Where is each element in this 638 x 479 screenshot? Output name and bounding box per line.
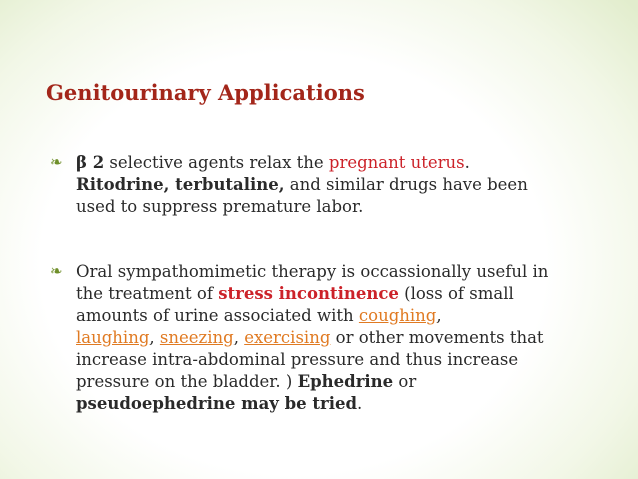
bullet-text: β 2 selective agents relax the pregnant uterus. Ritodrine, terbutaline, and similar drugs have been used to suppress premature labor. — [76, 153, 528, 216]
bullet-item-beta2 — [50, 152, 550, 218]
bullet-icon: ❧ — [50, 262, 63, 280]
exercising-link[interactable]: exercising — [244, 328, 331, 347]
slide-title: Genitourinary Applications — [46, 80, 365, 105]
bullet-text: Oral sympathomimetic therapy is occassionally useful in the treatment of stress incontinence (loss of small amounts of urine associated with coughing, laughing, sneezing, exercising or other movements that increase intra-abdominal pressure and thus increase pressure on the bladder. ) Ephedrine or pseudoephedrine may be tried. — [76, 262, 549, 413]
pregnant-uterus-term: pregnant uterus — [328, 153, 465, 172]
drug-names: Ritodrine, terbutaline, — [76, 175, 285, 194]
stress-incontinence-term: stress incontinence — [218, 284, 399, 303]
coughing-link[interactable]: coughing — [358, 306, 437, 325]
bullet-item-oral-therapy — [50, 261, 550, 415]
sneezing-link[interactable]: sneezing — [159, 328, 234, 347]
beta2-term: β 2 — [76, 153, 105, 172]
bullet-icon: ❧ — [50, 153, 63, 171]
pseudoephedrine-term: pseudoephedrine may be tried — [76, 394, 358, 413]
laughing-link[interactable]: laughing — [76, 328, 150, 347]
ephedrine-term: Ephedrine — [297, 372, 394, 391]
